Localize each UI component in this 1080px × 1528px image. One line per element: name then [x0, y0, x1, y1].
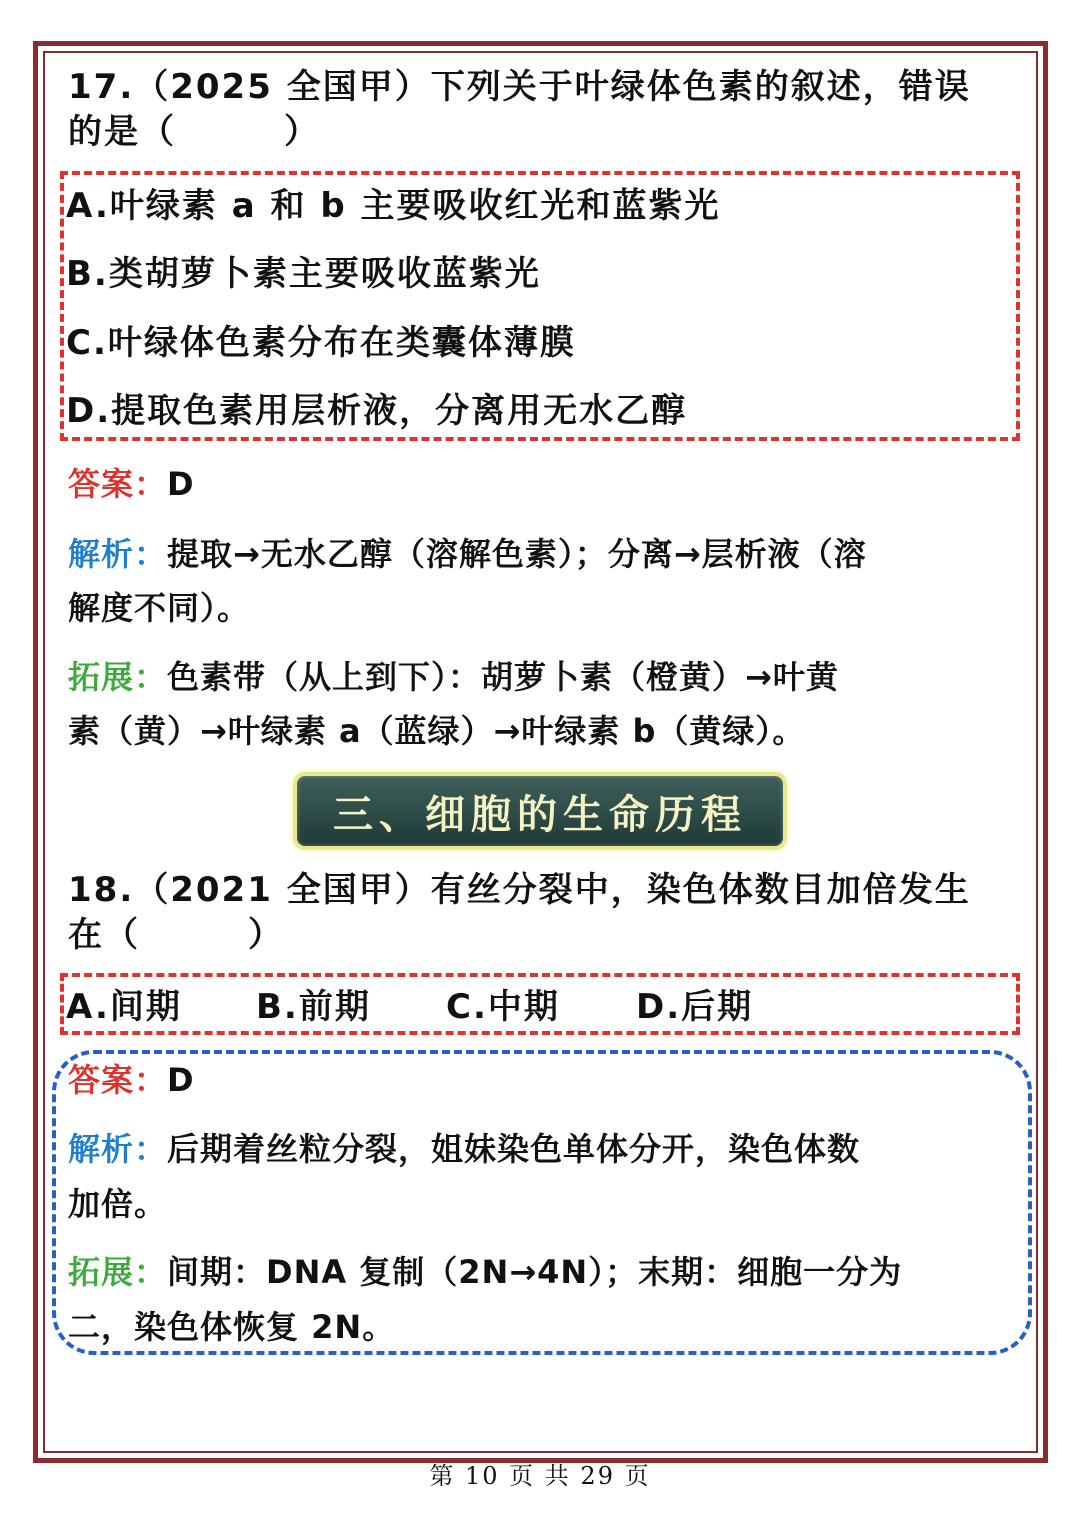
q17-answer — [68, 457, 1014, 511]
q18-stem-line2: 在（ ） — [68, 915, 284, 955]
q18-answer — [68, 1053, 1014, 1107]
q17-answer-label: 答案： — [68, 465, 168, 503]
q18-analysis-line2: 加倍。 — [68, 1185, 168, 1223]
q17-option-b: B.类胡萝卜素主要吸收蓝紫光 — [66, 254, 541, 294]
q17-extension-line1: 色素带（从上到下）：胡萝卜素（橙黄）→叶黄 — [167, 658, 839, 696]
q18-analysis — [68, 1122, 1014, 1176]
q17-extension-label: 拓展： — [68, 658, 168, 696]
q17-stem-line2: 的是（ ） — [68, 112, 320, 152]
q18-option-d: D.后期 — [636, 987, 754, 1027]
q17-option-d: D.提取色素用层析液，分离用无水乙醇 — [66, 391, 688, 431]
q17-extension-line2: 素（黄）→叶绿素 a（蓝绿）→叶绿素 b（黄绿）。 — [68, 712, 806, 750]
q18-answer-value: D — [167, 1061, 195, 1099]
q18-option-a: A.间期 — [66, 987, 182, 1027]
q18-extension-line1: 间期：DNA 复制（2N→4N）；末期：细胞一分为 — [167, 1253, 903, 1291]
q17-extension — [68, 650, 1014, 704]
q17-stem-line1: 17.（2025 全国甲）下列关于叶绿体色素的叙述，错误 — [68, 67, 971, 107]
q18-analysis-line1: 后期着丝粒分裂，姐妹染色单体分开，染色体数 — [167, 1130, 861, 1168]
q17-option-c: C.叶绿体色素分布在类囊体薄膜 — [66, 323, 576, 363]
q17-analysis-line1: 提取→无水乙醇（溶解色素）；分离→层析液（溶 — [167, 535, 867, 573]
section-title-banner — [293, 772, 787, 850]
q18-extension — [68, 1245, 1014, 1299]
section-title: 三、细胞的生命历程 — [333, 791, 747, 838]
q18-extension-label: 拓展： — [68, 1253, 168, 1291]
page-number: 第 10 页 共 29 页 — [429, 1462, 651, 1490]
q17-analysis-line2: 解度不同）。 — [68, 589, 251, 627]
q17-analysis — [68, 527, 1014, 581]
q17-analysis-label: 解析： — [68, 535, 168, 573]
q18-option-b: B.前期 — [256, 987, 371, 1027]
q17-option-a: A.叶绿素 a 和 b 主要吸收红光和蓝紫光 — [66, 186, 721, 226]
q18-option-c: C.中期 — [446, 987, 560, 1027]
q18-stem-line1: 18.（2021 全国甲）有丝分裂中，染色体数目加倍发生 — [68, 870, 971, 910]
q18-extension-line2: 二，染色体恢复 2N。 — [68, 1308, 396, 1346]
q18-analysis-label: 解析： — [68, 1130, 168, 1168]
q18-answer-label: 答案： — [68, 1061, 168, 1099]
q17-answer-value: D — [167, 465, 195, 503]
